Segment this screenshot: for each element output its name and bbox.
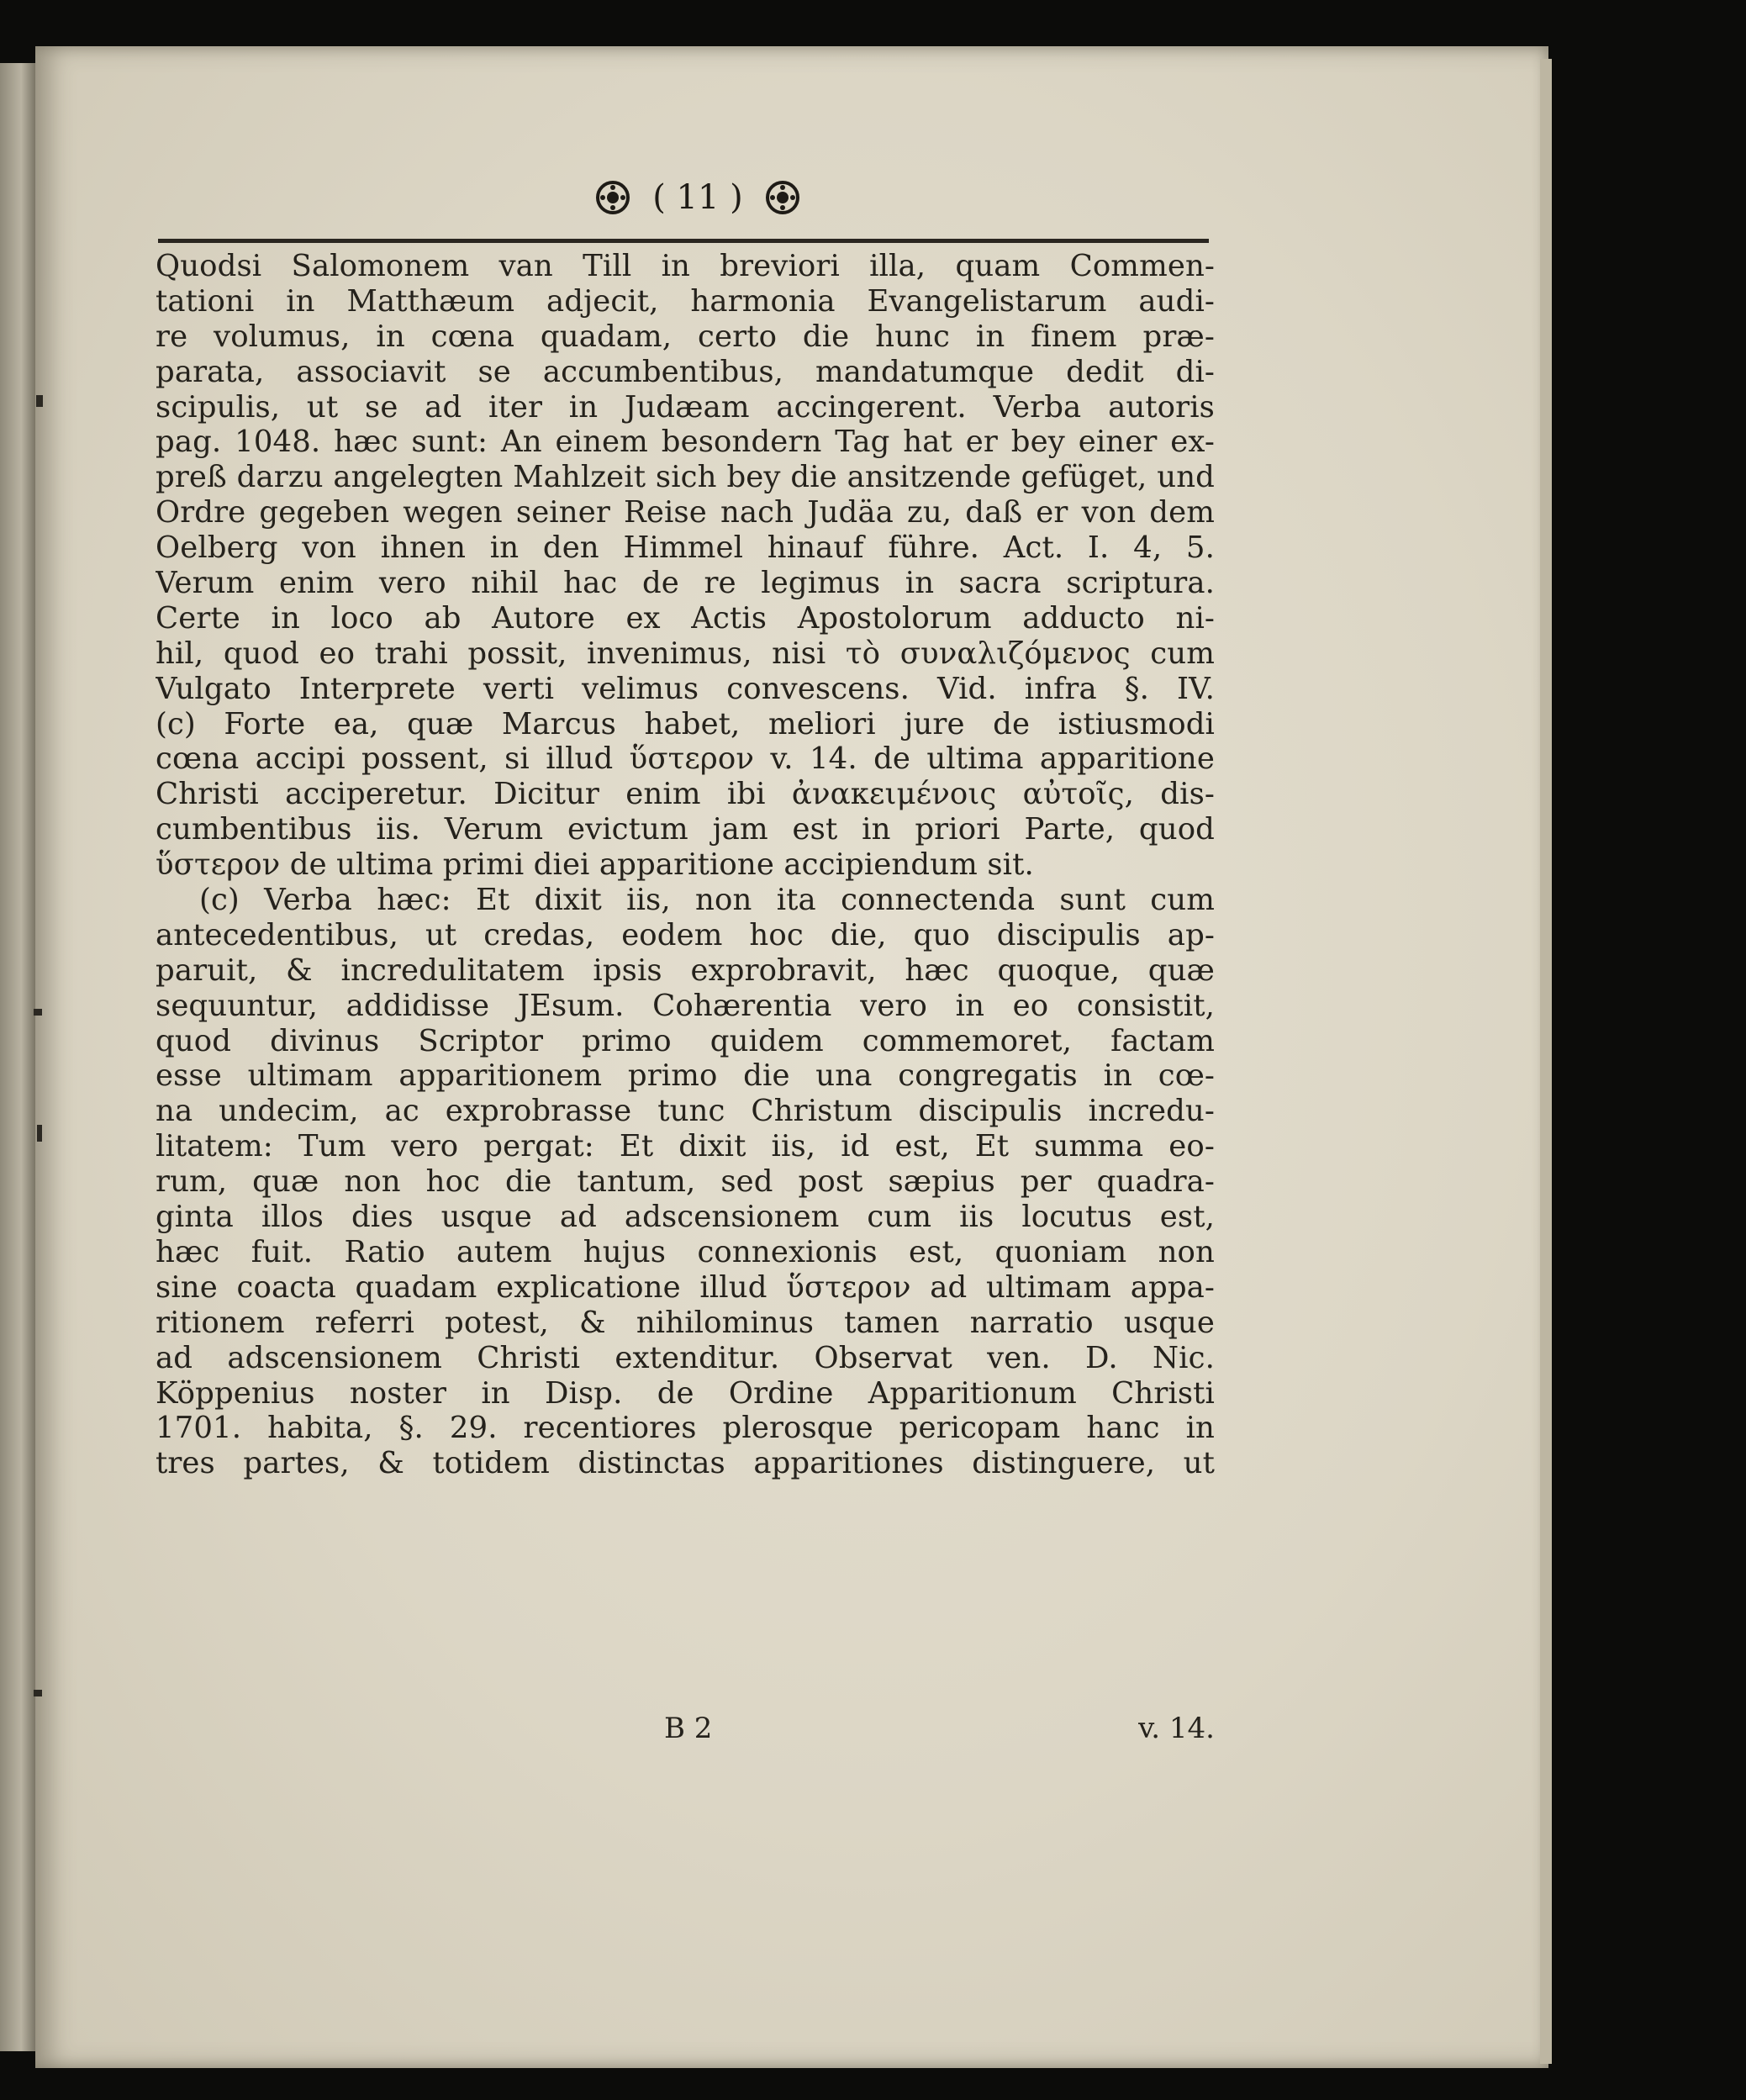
page-number: ( 11 ) (652, 178, 743, 217)
page-footer (156, 1712, 1215, 1749)
rosette-ornament-icon (765, 180, 800, 215)
text-line: Christi acciperetur. Dicitur enim ibi ἀνακειμένοις αὐτοῖς, dis- (156, 777, 1215, 812)
text-line: scipulis, ut se ad iter in Judæam accingerent. Verba autoris (156, 389, 1215, 425)
text-line: quod divinus Scriptor primo quidem commemoret, factam (156, 1023, 1215, 1058)
text-line: 1701. habita, §. 29. recentiores plerosque pericopam hanc in (156, 1411, 1215, 1446)
text-line: hil, quod eo trahi possit, invenimus, nisi τὸ συναλιζόμενος cum (156, 636, 1215, 671)
text-line: Verum enim vero nihil hac de re legimus in sacra scriptura. (156, 566, 1215, 601)
margin-mark (34, 1009, 42, 1016)
text-line: tres partes, & totidem distinctas apparitiones distinguere, ut (156, 1446, 1215, 1481)
text-line: ginta illos dies usque ad adscensionem cum iis locutus est, (156, 1200, 1215, 1235)
text-line: pag. 1048. hæc sunt: An einem besondern Tag hat er bey einer ex- (156, 425, 1215, 460)
header-rule (158, 239, 1209, 243)
text-line: hæc fuit. Ratio autem hujus connexionis est, quoniam non (156, 1234, 1215, 1269)
catchword: v. 14. (1138, 1712, 1215, 1745)
previous-page-edge (0, 63, 35, 2051)
text-line: Quodsi Salomonem van Till in breviori illa, quam Commen- (156, 249, 1215, 283)
signature-mark: B 2 (664, 1712, 713, 1745)
text-line: na undecim, ac exprobrasse tunc Christum discipulis incredu- (156, 1094, 1215, 1129)
margin-mark (36, 395, 43, 407)
text-line: litatem: Tum vero pergat: Et dixit iis, id est, Et summa eo- (156, 1129, 1215, 1164)
margin-mark (34, 1690, 42, 1696)
text-line: Oelberg von ihnen in den Himmel hinauf führe. Act. I. 4, 5. (156, 530, 1215, 566)
text-line: sine coacta quadam explicatione illud ὕστερον ad ultimam appa- (156, 1269, 1215, 1305)
running-header (504, 172, 891, 223)
text-line: esse ultimam apparitionem primo die una congregatis in cœ- (156, 1058, 1215, 1094)
text-line: rum, quæ non hoc die tantum, sed post sæpius per quadra- (156, 1164, 1215, 1200)
text-line: ad adscensionem Christi extenditur. Observat ven. D. Nic. (156, 1340, 1215, 1375)
text-line: (c) Verba hæc: Et dixit iis, non ita connectenda sunt cum (199, 883, 1215, 918)
text-line: cœna accipi possent, si illud ὕστερον v. 14. de ultima apparitione (156, 741, 1215, 777)
text-line: cumbentibus iis. Verum evictum jam est in priori Parte, quod (156, 812, 1215, 847)
text-line: sequuntur, addidisse JEsum. Cohærentia vero in eo consistit, (156, 988, 1215, 1023)
text-line: Köppenius noster in Disp. de Ordine Apparitionum Christi (156, 1375, 1215, 1411)
rosette-ornament-icon (595, 180, 630, 215)
page-right-edge (1540, 59, 1552, 2064)
text-line: ὕστερον de ultima primi diei apparitione accipiendum sit. (156, 847, 1034, 883)
text-line: preß darzu angelegten Mahlzeit sich bey die ansitzende gefüget, und (156, 460, 1215, 495)
margin-mark (37, 1125, 42, 1142)
text-line: paruit, & incredulitatem ipsis exprobravit, hæc quoque, quæ (156, 952, 1215, 988)
text-line: (c) Forte ea, quæ Marcus habet, meliori jure de istiusmodi (156, 706, 1215, 741)
text-line: parata, associavit se accumbentibus, mandatumque dedit di- (156, 354, 1215, 389)
text-line: Ordre gegeben wegen seiner Reise nach Judäa zu, daß er von dem (156, 495, 1215, 530)
body-text (156, 249, 1215, 1481)
text-line: antecedentibus, ut credas, eodem hoc die, quo discipulis ap- (156, 917, 1215, 952)
text-line: Certe in loco ab Autore ex Actis Apostolorum adducto ni- (156, 600, 1215, 636)
text-line: tationi in Matthæum adjecit, harmonia Evangelistarum audi- (156, 283, 1215, 319)
text-line: Vulgato Interprete verti velimus convescens. Vid. infra §. IV. (156, 671, 1215, 706)
text-line: ritionem referri potest, & nihilominus tamen narratio usque (156, 1305, 1215, 1340)
text-line: re volumus, in cœna quadam, certo die hunc in finem præ- (156, 319, 1215, 354)
